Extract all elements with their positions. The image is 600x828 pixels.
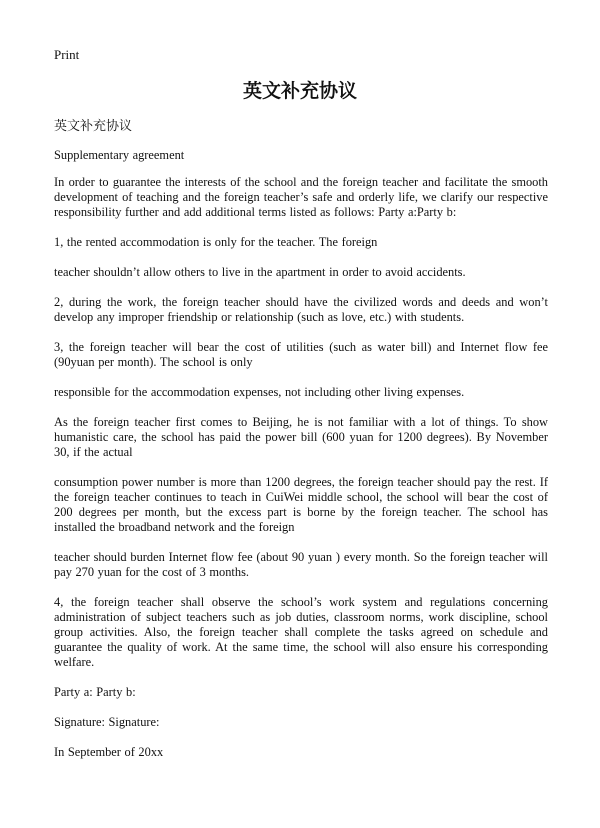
paragraph-clause-3a: 3, the foreign teacher will bear the cost of utilities (such as water bill) and Internet flow fee (90yuan per month). The school is only: [54, 340, 548, 369]
paragraph-heading: Supplementary agreement: [54, 148, 185, 162]
document-title: 英文补充协议: [242, 80, 357, 102]
paragraph-clause-1a: 1, the rented accommodation is only for the teacher. The foreign: [54, 235, 378, 249]
paragraph-clause-2: 2, during the work, the foreign teacher should have the civilized words and deeds and won’t develop any improper friendship or relationship (such as love, etc.) with students.: [54, 295, 548, 324]
document-subtitle: 英文补充协议: [54, 119, 133, 134]
print-link[interactable]: Print: [54, 47, 80, 62]
paragraph-signatures: Signature: Signature:: [54, 715, 160, 729]
paragraph-date: In September of 20xx: [54, 745, 164, 759]
paragraph-power-bill: As the foreign teacher first comes to Beijing, he is not familiar with a lot of things. To show humanistic care, the school has paid the power bill (600 yuan for 1200 degrees). By November 30, if the actual: [54, 415, 548, 459]
paragraph-internet-fee: teacher should burden Internet flow fee (about 90 yuan ) every month. So the foreign teacher will pay 270 yuan for the cost of 3 months.: [54, 550, 548, 579]
document-body: [54, 118, 548, 775]
paragraph-clause-3b: responsible for the accommodation expenses, not including other living expenses.: [54, 385, 465, 399]
paragraph-consumption: consumption power number is more than 1200 degrees, the foreign teacher should pay the rest. If the foreign teacher continues to teach in CuiWei middle school, the school will bear the cost of 200 degrees per month, but the excess part is borne by the foreign teacher. The school has installed the broadband network and the foreign: [54, 475, 548, 534]
paragraph-clause-1b: teacher shouldn’t allow others to live in the apartment in order to avoid accidents.: [54, 265, 466, 279]
paragraph-clause-4: 4, the foreign teacher shall observe the school’s work system and regulations concerning administration of subject teachers such as job duties, classroom norms, work discipline, school group activities. Also, the foreign teacher shall complete the tasks agreed on schedule and guarantee the quality of work. At the same time, the school will also ensure his corresponding welfare.: [54, 595, 548, 669]
paragraph-intro: In order to guarantee the interests of the school and the foreign teacher and facilitate the smooth development of teaching and the foreign teacher’s safe and orderly life, we clarify our respective responsibility further and add additional terms listed as follows: Party a:Party b:: [54, 175, 548, 219]
paragraph-parties: Party a: Party b:: [54, 685, 136, 699]
